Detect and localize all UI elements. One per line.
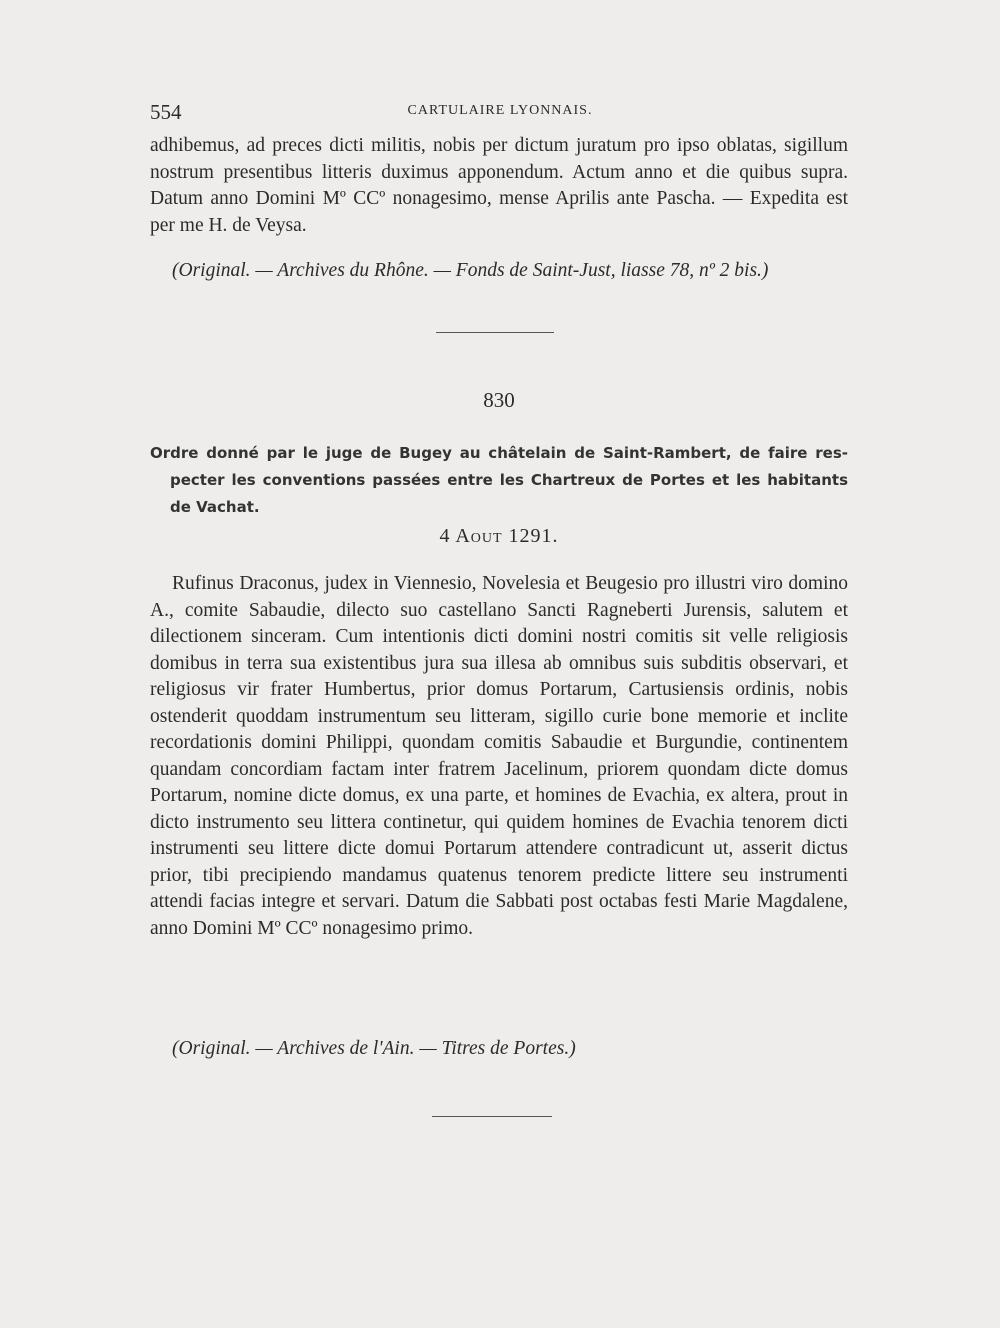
document-summary bbox=[150, 440, 848, 521]
summary-line: Ordre donné par le juge de Bugey au châtelain de Saint-Rambert, de faire res- bbox=[150, 444, 848, 462]
page-header bbox=[150, 100, 850, 126]
summary-line: pecter les conventions passées entre les Chartreux de Portes et les habitants bbox=[170, 471, 848, 489]
document-body bbox=[150, 571, 848, 942]
document-text: Rufinus Draconus, judex in Viennesio, Novelesia et Beugesio pro illustri viro domino A., comite Sabaudie, dilecto suo castellano Sancti Ragneberti Jurensis, salutem et dilectionem sinceram. Cum intentionis dicti domini nostri comitis sit velle religiosis domibus in terra sua existentibus jura sua illesa ab omnibus suis subditis observari, et religiosus vir frater Humbertus, prior domus Portarum, Cartusiensis ordinis, nobis ostenderit quoddam instrumentum seu litteram, sigillo curie bone memorie et inclite recordationis domini Philippi, quondam comitis Sabaudie et Burgundie, continentem quandam concordiam factam inter fratrem Jacelinum, priorem quondam dicte domus Portarum, nomine dicte domus, ex una parte, et homines de Evachia, ex altera, prout in dicto instrumento seu littera continetur, qui quidem homines de Evachia tenorem dicti instrumenti seu littere dicte domui Portarum attendere contradicunt ut, asserit dictus prior, tibi precipiendo mandamus quatenus tenorem predicte littere seu instrumenti attendi facias integre et servari. Datum die Sabbati post octabas festi Marie Magdalene, anno Domini Mº CCº nonagesimo primo. bbox=[150, 573, 848, 939]
document-date-text: 4 Aout 1291. bbox=[439, 525, 559, 547]
document-source: (Original. — Archives de l'Ain. — Titres de Portes.) bbox=[172, 1038, 576, 1059]
document-source-block bbox=[150, 1036, 848, 1062]
end-divider bbox=[432, 1116, 552, 1117]
document-date bbox=[150, 525, 848, 548]
previous-document bbox=[150, 133, 848, 239]
summary-line: de Vachat. bbox=[170, 498, 260, 516]
previous-document-source: (Original. — Archives du Rhône. — Fonds de Saint-Just, liasse 78, nº 2 bis.) bbox=[172, 260, 769, 281]
section-divider bbox=[436, 332, 554, 333]
running-head: CARTULAIRE LYONNAIS. bbox=[407, 103, 593, 118]
document-number: 830 bbox=[483, 388, 515, 412]
previous-document-text: adhibemus, ad preces dicti militis, nobis per dictum juratum pro ipso oblatas, sigillum nostrum presentibus litteris duximus apponendum. Actum anno et die quibus supra. Datum anno Domini Mº CCº nonagesimo, mense Aprilis ante Pascha. — Expedita est per me H. de Veysa. bbox=[150, 135, 848, 236]
page-number: 554 bbox=[150, 100, 182, 124]
previous-source-block bbox=[150, 258, 848, 284]
